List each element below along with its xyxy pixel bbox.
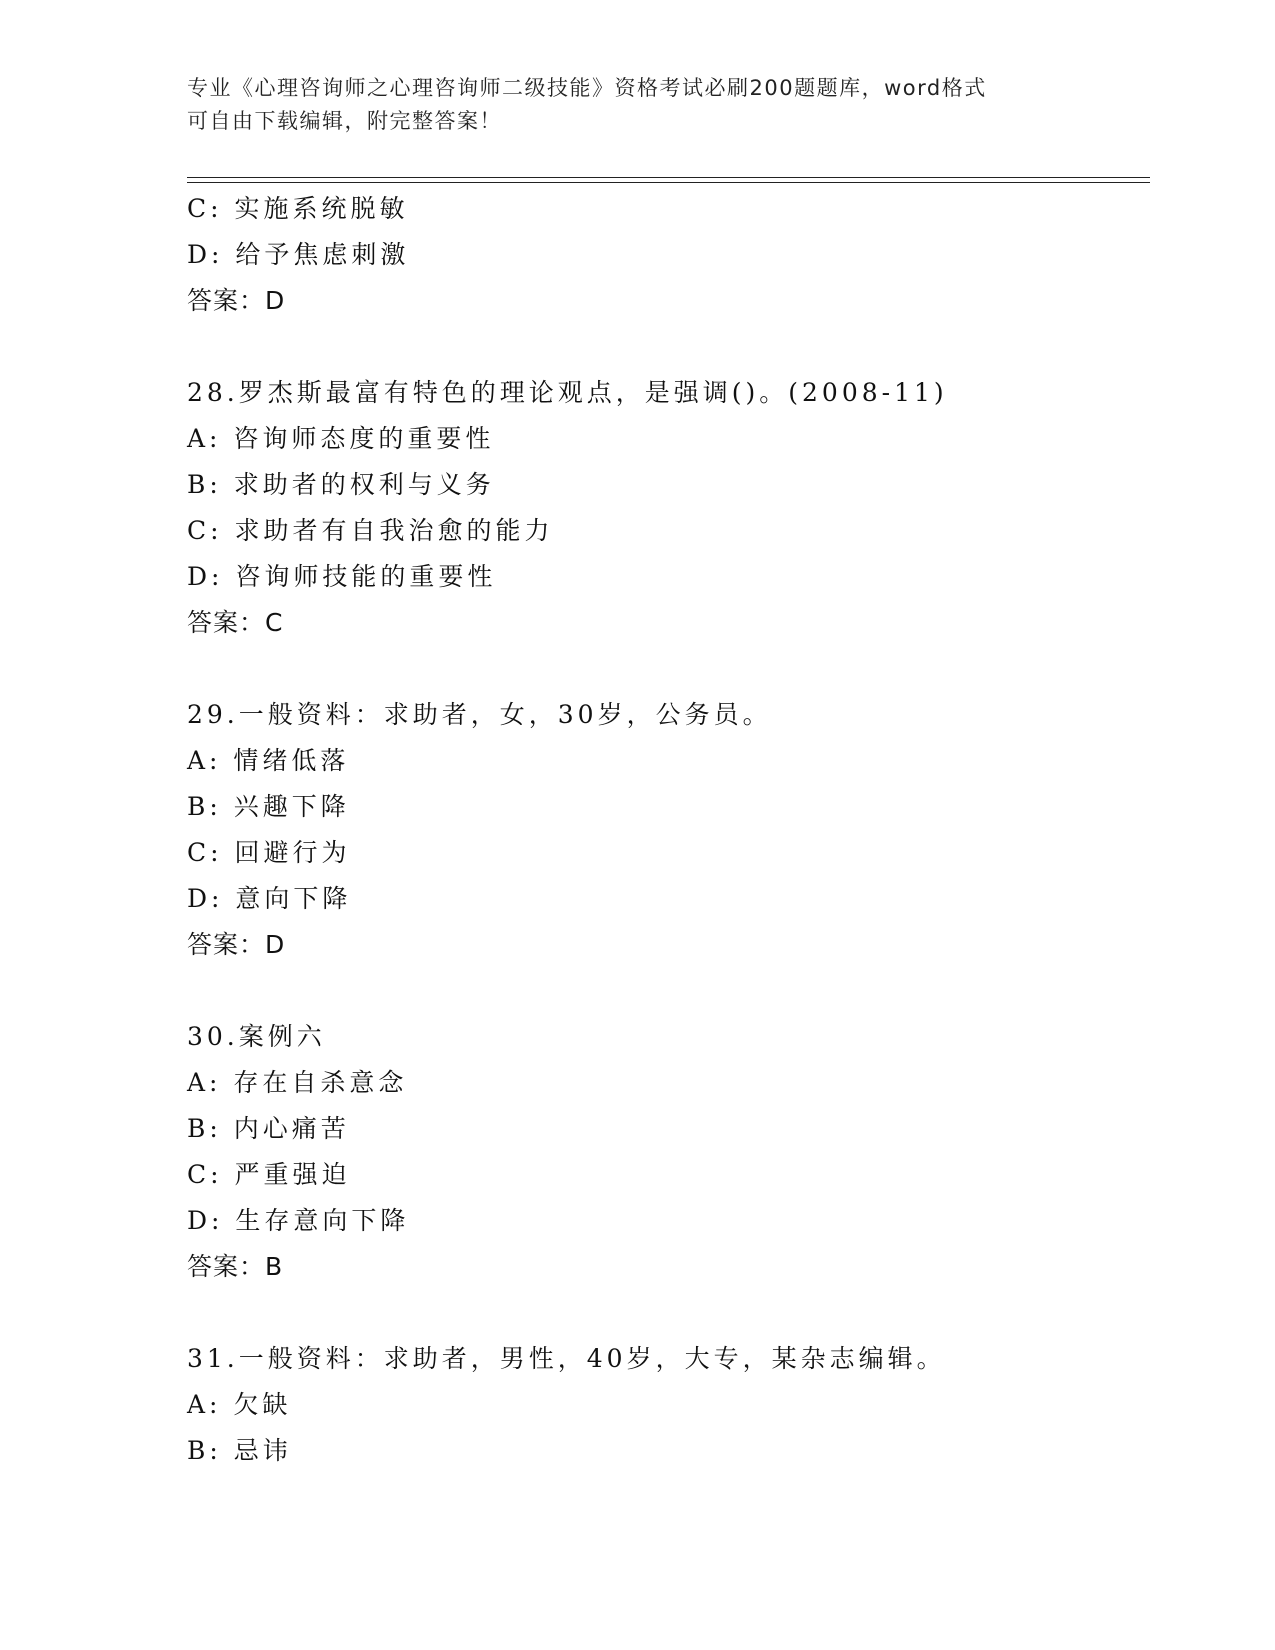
- block-spacer: [187, 646, 1150, 692]
- option-line: A: 欠缺: [187, 1390, 292, 1419]
- question-block: [187, 1014, 1150, 1290]
- header-rule-bottom: [187, 182, 1150, 183]
- question-block: [187, 370, 1150, 646]
- option-line: A: 情绪低落: [187, 746, 350, 775]
- header-rule-top: [187, 177, 1150, 178]
- block-spacer: [187, 1290, 1150, 1336]
- block-spacer: [187, 968, 1150, 1014]
- header-line-1: 专业《心理咨询师之心理咨询师二级技能》资格考试必刷200题题库，word格式: [187, 76, 987, 100]
- answer-line: 答案：B: [187, 1252, 284, 1281]
- option-line: D: 意向下降: [187, 884, 352, 913]
- option-line: D: 咨询师技能的重要性: [187, 562, 497, 591]
- question-text: 31.一般资料：求助者，男性，40岁，大专，某杂志编辑。: [187, 1344, 946, 1373]
- option-line: C: 实施系统脱敏: [187, 194, 409, 223]
- question-block: [187, 692, 1150, 968]
- option-line: B: 忌讳: [187, 1436, 292, 1465]
- option-line: A: 咨询师态度的重要性: [187, 424, 495, 453]
- question-list: [187, 186, 1150, 1474]
- option-line: D: 生存意向下降: [187, 1206, 410, 1235]
- option-line: B: 内心痛苦: [187, 1114, 350, 1143]
- option-line: C: 严重强迫: [187, 1160, 351, 1189]
- option-line: B: 兴趣下降: [187, 792, 350, 821]
- header-line-2: 可自由下载编辑，附完整答案！: [187, 109, 502, 133]
- option-line: C: 回避行为: [187, 838, 351, 867]
- option-line: C: 求助者有自我治愈的能力: [187, 516, 554, 545]
- answer-line: 答案：C: [187, 608, 284, 637]
- answer-line: 答案：D: [187, 930, 286, 959]
- question-block: [187, 186, 1150, 324]
- question-text: 28.罗杰斯最富有特色的理论观点，是强调()。(2008-11): [187, 378, 948, 407]
- page-header: [187, 72, 1087, 138]
- option-line: B: 求助者的权利与义务: [187, 470, 495, 499]
- block-spacer: [187, 324, 1150, 370]
- option-line: D: 给予焦虑刺激: [187, 240, 410, 269]
- answer-line: 答案：D: [187, 286, 286, 315]
- question-text: 30.案例六: [187, 1022, 326, 1051]
- option-line: A: 存在自杀意念: [187, 1068, 408, 1097]
- question-block: [187, 1336, 1150, 1474]
- question-text: 29.一般资料：求助者，女，30岁，公务员。: [187, 700, 772, 729]
